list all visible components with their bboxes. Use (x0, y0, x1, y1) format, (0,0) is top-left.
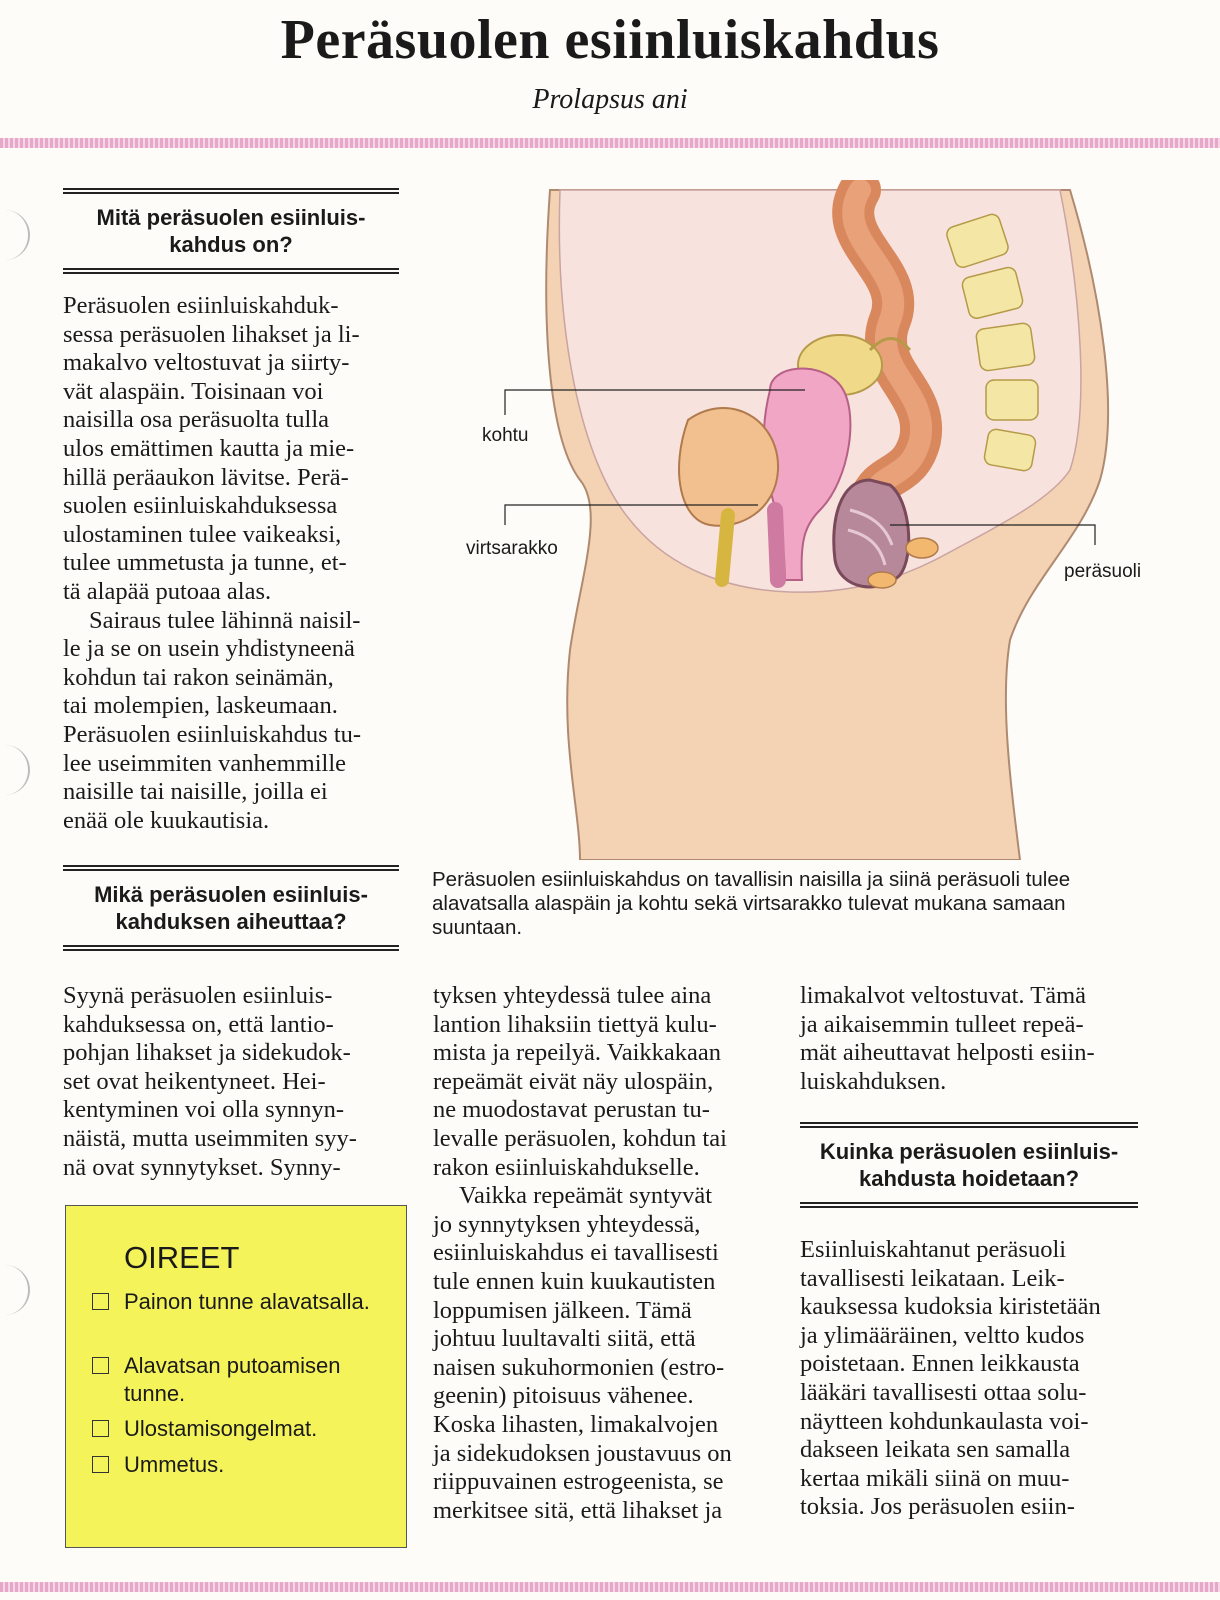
top-divider-band (0, 138, 1220, 148)
text-line: näytteen kohdunkaulasta voi- (800, 1407, 1089, 1435)
text-line: kohdun tai rakon seinämän, (63, 663, 334, 691)
text-line: jo synnytyksen yhteydessä, (433, 1210, 701, 1238)
text-line: riippuvainen estrogeenista, se (433, 1468, 724, 1496)
text-line: loppumisen jälkeen. Tämä (433, 1296, 692, 1324)
checkbox-icon (92, 1456, 109, 1473)
section2-heading: Mikä peräsuolen esiinluis- kahduksen aiheuttaa? (94, 882, 368, 934)
figure-caption: Peräsuolen esiinluiskahdus on tavallisin naisilla ja siinä peräsuoli tulee alavatsalla alaspäin ja kohtu sekä virtsarakko tulevat mukana samaan suuntaan. (432, 868, 1071, 939)
section2-column2 (433, 982, 778, 1525)
text-line: rakon esiinluiskahdukselle. (433, 1153, 700, 1181)
text-line: nä ovat synnytykset. Synny- (63, 1153, 341, 1181)
text-line: tavallisesti leikataan. Leik- (800, 1264, 1065, 1292)
text-line: tyksen yhteydessä tulee aina (433, 982, 712, 1009)
text-line: lantion lihaksiin tiettyä kulu- (433, 1010, 717, 1038)
text-line: ja aikaisemmin tulleet repeä- (800, 1010, 1084, 1038)
text-line: ne muodostavat perustan tu- (433, 1096, 710, 1124)
text-line: ja ylimääräinen, veltto kudos (800, 1321, 1085, 1349)
text-line: naisilla osa peräsuolta tulla (63, 406, 330, 434)
text-line: set ovat heikentyneet. Hei- (63, 1067, 326, 1095)
section2-heading-box (63, 865, 399, 951)
symptom-item: Painon tunne alavatsalla. (92, 1288, 392, 1316)
symptom-item: Alavatsan putoamisen tunne. (92, 1352, 392, 1408)
text-line: Sairaus tulee lähinnä naisil- (89, 606, 361, 634)
text-line: naisille tai naisille, joilla ei (63, 778, 328, 806)
text-line: suolen esiinluiskahduksessa (63, 492, 338, 520)
text-line: poistetaan. Ennen leikkausta (800, 1350, 1080, 1378)
text-line: Syynä peräsuolen esiinluis- (63, 982, 333, 1009)
checkbox-icon (92, 1293, 109, 1310)
text-line: toksia. Jos peräsuolen esiin- (800, 1493, 1075, 1521)
text-line: dakseen leikata sen samalla (800, 1436, 1071, 1464)
rule (63, 268, 399, 274)
binder-hole-mark (0, 745, 30, 795)
binder-hole-mark (0, 210, 30, 260)
symptoms-title: OIREET (124, 1240, 240, 1275)
text-line: le ja se on usein yhdistyneenä (63, 635, 355, 663)
section3-heading: Kuinka peräsuolen esiinluis- kahdusta hoidetaan? (819, 1139, 1119, 1191)
rectum (834, 480, 909, 587)
text-line: mista ja repeilyä. Vaikkakaan (433, 1039, 721, 1067)
label-virtsarakko: virtsarakko (466, 538, 558, 559)
text-line: kauksessa kudoksia kiristetään (800, 1293, 1101, 1321)
section1-heading: Mitä peräsuolen esiinluis- kahdus on? (96, 205, 366, 257)
section2-column3 (800, 982, 1160, 1096)
text-line: hillä peräaukon lävitse. Perä- (63, 463, 349, 491)
label-kohtu: kohtu (482, 425, 529, 446)
rule (63, 945, 399, 951)
page-title: Peräsuolen esiinluiskahdus (280, 9, 940, 71)
page-subtitle: Prolapsus ani (532, 84, 688, 115)
anatomy-illustration (430, 180, 1200, 860)
text-line: luiskahduksen. (800, 1067, 947, 1095)
text-line: tä alapää putoaa alas. (63, 577, 272, 605)
text-line: repeämät eivät näy ulospäin, (433, 1067, 714, 1095)
text-line: Peräsuolen esiinluiskahduk- (63, 292, 339, 319)
label-perasuoli: peräsuoli (1064, 561, 1142, 582)
rule (800, 1202, 1138, 1208)
bottom-divider-band (0, 1582, 1220, 1592)
text-line: tule ennen kuin kuukautisten (433, 1267, 716, 1295)
symptom-item: Ummetus. (92, 1451, 392, 1479)
text-line: kahduksessa on, että lantio- (63, 1010, 334, 1038)
text-line: johtuu luultavalti siitä, että (433, 1325, 696, 1353)
text-line: tulee ummetusta ja tunne, et- (63, 549, 347, 577)
text-line: ulostaminen tulee vaikeaksi, (63, 520, 342, 548)
text-line: makalvo veltostuvat ja siirty- (63, 349, 350, 377)
text-line: kentyminen voi olla synnyn- (63, 1096, 345, 1124)
text-line: lee useimmiten vanhemmille (63, 749, 347, 777)
section1-heading-box (63, 188, 399, 274)
text-line: enää ole kuukautisia. (63, 806, 270, 834)
symptom-item: Ulostamisongelmat. (92, 1415, 392, 1443)
text-line: Koska lihasten, limakalvojen (433, 1410, 719, 1438)
text-line: merkitsee sitä, että lihakset ja (433, 1496, 723, 1524)
text-line: naisen sukuhormonien (estro- (433, 1353, 725, 1381)
section1-body (63, 292, 408, 835)
binder-hole-mark (0, 1265, 30, 1315)
text-line: sessa peräsuolen lihakset ja li- (63, 320, 360, 348)
text-line: kertaa mikäli siinä on muu- (800, 1464, 1070, 1492)
checkbox-icon (92, 1420, 109, 1437)
text-line: ja sidekudoksen joustavuus on (433, 1439, 732, 1467)
text-line: tai molempien, laskeumaan. (63, 692, 338, 720)
text-line: levalle peräsuolen, kohdun tai (433, 1124, 727, 1152)
text-line: mät aiheuttavat helposti esiin- (800, 1039, 1095, 1067)
text-line: Vaikka repeämät syntyvät (459, 1182, 713, 1210)
text-line: esiinluiskahdus ei tavallisesti (433, 1239, 719, 1267)
section3-body (800, 1236, 1160, 1522)
text-line: pohjan lihakset ja sidekudok- (63, 1039, 351, 1067)
text-line: Peräsuolen esiinluiskahdus tu- (63, 720, 362, 748)
text-line: Esiinluiskahtanut peräsuoli (800, 1236, 1067, 1263)
text-line: limakalvot veltostuvat. Tämä (800, 982, 1086, 1009)
text-line: vät alaspäin. Toisinaan voi (63, 377, 324, 405)
section3-heading-box (800, 1122, 1138, 1208)
text-line: näistä, mutta useimmiten syy- (63, 1124, 357, 1152)
checkbox-icon (92, 1357, 109, 1374)
text-line: lääkäri tavallisesti ottaa solu- (800, 1378, 1087, 1406)
symptoms-box (65, 1205, 407, 1548)
text-line: ulos emättimen kautta ja mie- (63, 434, 355, 462)
text-line: geenin) pitoisuus vähenee. (433, 1382, 694, 1410)
section2-column1 (63, 982, 408, 1182)
